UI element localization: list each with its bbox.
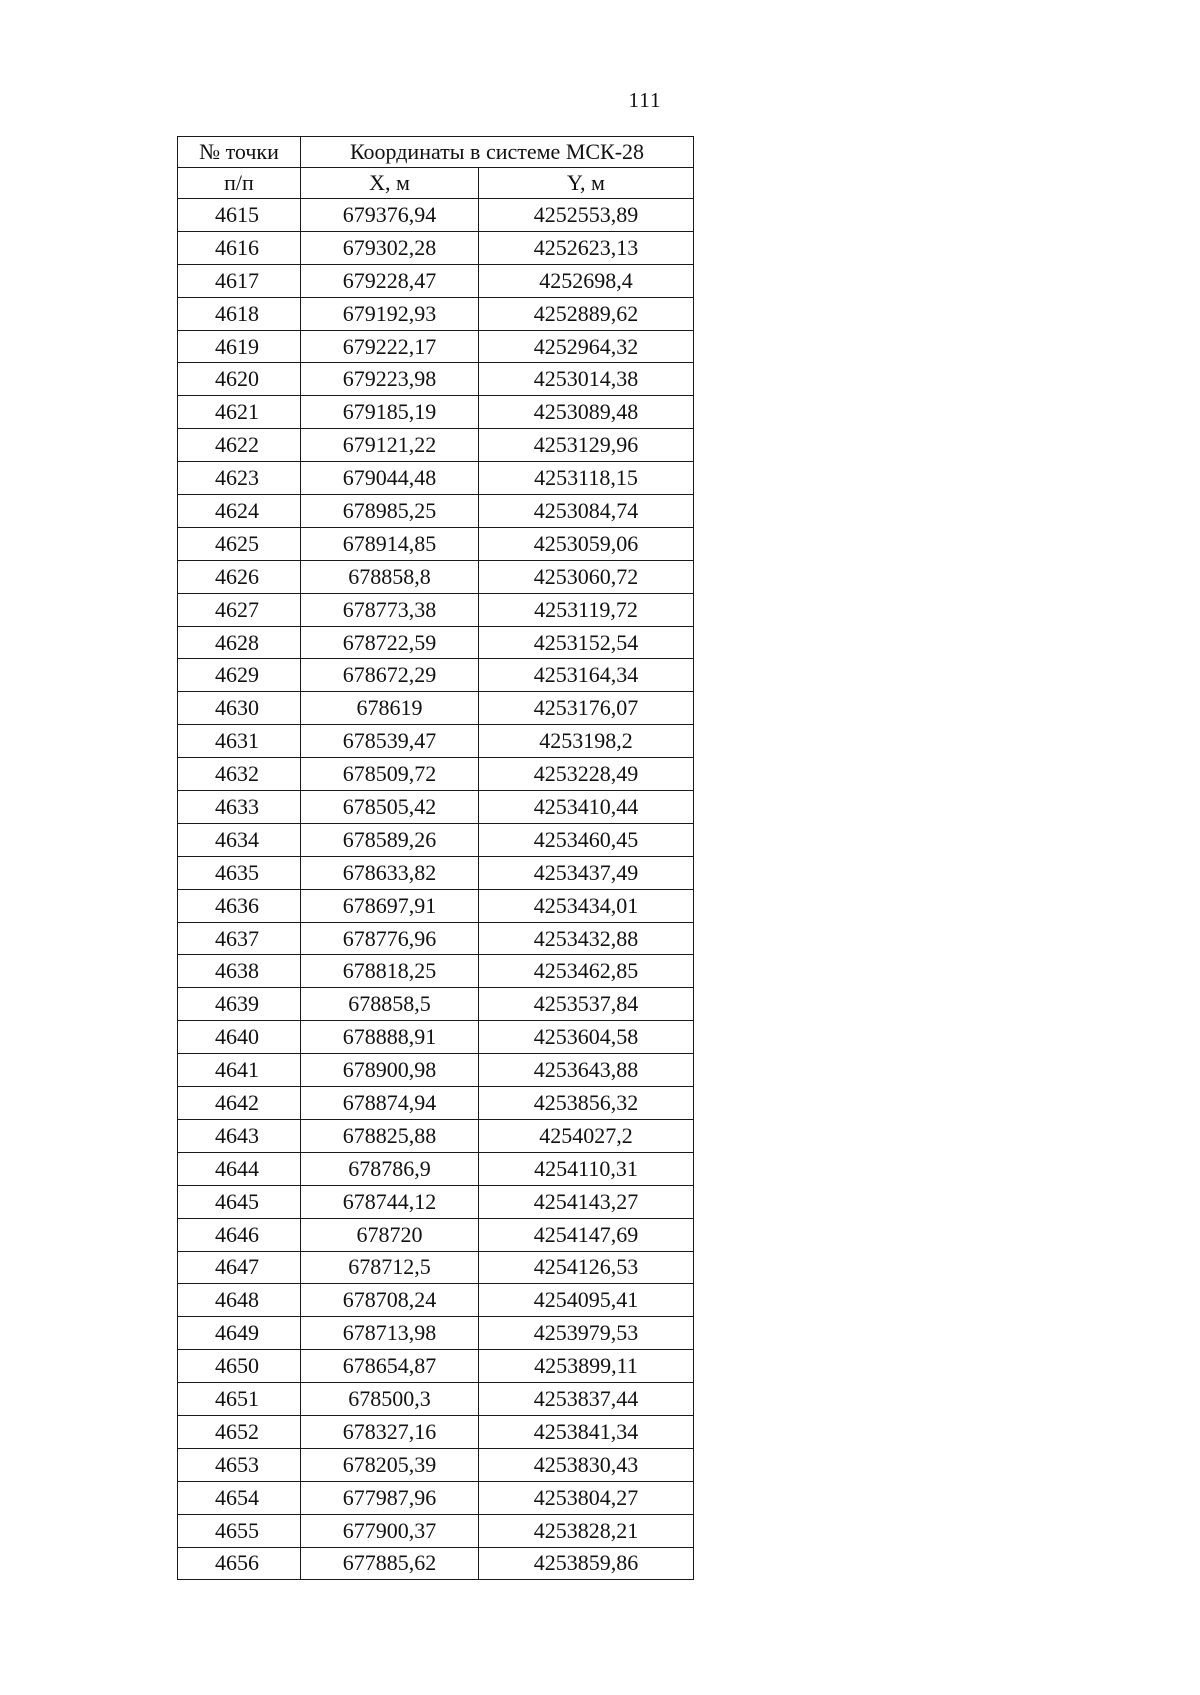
table-row xyxy=(178,1087,694,1120)
y-coordinate-cell: 4252623,13 xyxy=(479,231,694,264)
point-number-cell: 4634 xyxy=(178,823,301,856)
y-coordinate-cell: 4254027,2 xyxy=(479,1119,694,1152)
x-coordinate-cell: 677987,96 xyxy=(301,1481,479,1514)
y-coordinate-cell: 4254095,41 xyxy=(479,1284,694,1317)
x-coordinate-cell: 678654,87 xyxy=(301,1350,479,1383)
table-row xyxy=(178,1415,694,1448)
table-row xyxy=(178,297,694,330)
x-coordinate-cell: 678205,39 xyxy=(301,1448,479,1481)
y-coordinate-cell: 4253176,07 xyxy=(479,692,694,725)
x-coordinate-cell: 678720 xyxy=(301,1218,479,1251)
point-number-cell: 4635 xyxy=(178,856,301,889)
point-number-cell: 4615 xyxy=(178,199,301,232)
y-coordinate-cell: 4253089,48 xyxy=(479,396,694,429)
x-coordinate-cell: 678874,94 xyxy=(301,1087,479,1120)
y-coordinate-cell: 4253059,06 xyxy=(479,527,694,560)
x-coordinate-cell: 679302,28 xyxy=(301,231,479,264)
x-coordinate-cell: 678773,38 xyxy=(301,593,479,626)
point-number-cell: 4649 xyxy=(178,1317,301,1350)
x-coordinate-cell: 678713,98 xyxy=(301,1317,479,1350)
x-coordinate-cell: 678619 xyxy=(301,692,479,725)
y-coordinate-cell: 4253432,88 xyxy=(479,922,694,955)
x-coordinate-cell: 678722,59 xyxy=(301,626,479,659)
y-coordinate-cell: 4253152,54 xyxy=(479,626,694,659)
x-coordinate-cell: 679185,19 xyxy=(301,396,479,429)
point-number-cell: 4630 xyxy=(178,692,301,725)
y-coordinate-cell: 4253837,44 xyxy=(479,1383,694,1416)
table-row xyxy=(178,1054,694,1087)
point-number-cell: 4654 xyxy=(178,1481,301,1514)
point-number-cell: 4653 xyxy=(178,1448,301,1481)
x-coordinate-cell: 679376,94 xyxy=(301,199,479,232)
y-column-header: Y, м xyxy=(479,168,694,199)
table-row xyxy=(178,527,694,560)
y-coordinate-cell: 4253830,43 xyxy=(479,1448,694,1481)
y-coordinate-cell: 4253537,84 xyxy=(479,988,694,1021)
table-row xyxy=(178,1152,694,1185)
x-coordinate-cell: 677900,37 xyxy=(301,1514,479,1547)
table-row xyxy=(178,758,694,791)
point-number-cell: 4629 xyxy=(178,659,301,692)
table-row xyxy=(178,922,694,955)
table-body xyxy=(178,199,694,1580)
y-coordinate-cell: 4253437,49 xyxy=(479,856,694,889)
header-row-2 xyxy=(178,168,694,199)
point-number-cell: 4631 xyxy=(178,725,301,758)
table-row xyxy=(178,593,694,626)
y-coordinate-cell: 4253899,11 xyxy=(479,1350,694,1383)
x-coordinate-cell: 678825,88 xyxy=(301,1119,479,1152)
point-number-cell: 4642 xyxy=(178,1087,301,1120)
y-coordinate-cell: 4253859,86 xyxy=(479,1547,694,1580)
x-coordinate-cell: 678697,91 xyxy=(301,889,479,922)
y-coordinate-cell: 4253164,34 xyxy=(479,659,694,692)
y-coordinate-cell: 4254143,27 xyxy=(479,1185,694,1218)
y-coordinate-cell: 4252698,4 xyxy=(479,264,694,297)
table-row xyxy=(178,1317,694,1350)
y-coordinate-cell: 4253434,01 xyxy=(479,889,694,922)
x-coordinate-cell: 678818,25 xyxy=(301,955,479,988)
table-row xyxy=(178,1448,694,1481)
y-coordinate-cell: 4254147,69 xyxy=(479,1218,694,1251)
y-coordinate-cell: 4253129,96 xyxy=(479,429,694,462)
coordinates-table xyxy=(177,136,694,1580)
point-number-cell: 4637 xyxy=(178,922,301,955)
table-row xyxy=(178,889,694,922)
table-row xyxy=(178,1350,694,1383)
x-coordinate-cell: 678539,47 xyxy=(301,725,479,758)
x-column-header: X, м xyxy=(301,168,479,199)
table-row xyxy=(178,363,694,396)
x-coordinate-cell: 678900,98 xyxy=(301,1054,479,1087)
point-number-cell: 4644 xyxy=(178,1152,301,1185)
table-row xyxy=(178,1119,694,1152)
y-coordinate-cell: 4253856,32 xyxy=(479,1087,694,1120)
point-number-cell: 4618 xyxy=(178,297,301,330)
y-coordinate-cell: 4253462,85 xyxy=(479,955,694,988)
point-number-cell: 4626 xyxy=(178,560,301,593)
y-coordinate-cell: 4252553,89 xyxy=(479,199,694,232)
table-row xyxy=(178,1514,694,1547)
point-number-cell: 4646 xyxy=(178,1218,301,1251)
y-coordinate-cell: 4253228,49 xyxy=(479,758,694,791)
table-row xyxy=(178,231,694,264)
point-number-cell: 4645 xyxy=(178,1185,301,1218)
point-number-cell: 4616 xyxy=(178,231,301,264)
x-coordinate-cell: 678505,42 xyxy=(301,791,479,824)
x-coordinate-cell: 678985,25 xyxy=(301,495,479,528)
y-coordinate-cell: 4253804,27 xyxy=(479,1481,694,1514)
table-row xyxy=(178,988,694,1021)
y-coordinate-cell: 4253979,53 xyxy=(479,1317,694,1350)
point-number-cell: 4656 xyxy=(178,1547,301,1580)
x-coordinate-cell: 679044,48 xyxy=(301,462,479,495)
x-coordinate-cell: 678914,85 xyxy=(301,527,479,560)
y-coordinate-cell: 4253198,2 xyxy=(479,725,694,758)
table-row xyxy=(178,1481,694,1514)
point-number-cell: 4647 xyxy=(178,1251,301,1284)
x-coordinate-cell: 678708,24 xyxy=(301,1284,479,1317)
page-number: 111 xyxy=(628,88,662,112)
x-coordinate-cell: 679228,47 xyxy=(301,264,479,297)
y-coordinate-cell: 4254126,53 xyxy=(479,1251,694,1284)
table-row xyxy=(178,429,694,462)
point-number-cell: 4628 xyxy=(178,626,301,659)
point-number-cell: 4655 xyxy=(178,1514,301,1547)
y-coordinate-cell: 4253084,74 xyxy=(479,495,694,528)
x-coordinate-cell: 679121,22 xyxy=(301,429,479,462)
y-coordinate-cell: 4252889,62 xyxy=(479,297,694,330)
point-number-cell: 4617 xyxy=(178,264,301,297)
table-row xyxy=(178,1185,694,1218)
y-coordinate-cell: 4253841,34 xyxy=(479,1415,694,1448)
y-coordinate-cell: 4253460,45 xyxy=(479,823,694,856)
x-coordinate-cell: 678327,16 xyxy=(301,1415,479,1448)
table-row xyxy=(178,560,694,593)
table-row xyxy=(178,1021,694,1054)
table-header xyxy=(178,137,694,199)
point-number-cell: 4624 xyxy=(178,495,301,528)
table-row xyxy=(178,1547,694,1580)
table-row xyxy=(178,692,694,725)
table-row xyxy=(178,626,694,659)
point-number-cell: 4623 xyxy=(178,462,301,495)
x-coordinate-cell: 678672,29 xyxy=(301,659,479,692)
x-coordinate-cell: 678509,72 xyxy=(301,758,479,791)
table-row xyxy=(178,856,694,889)
point-number-cell: 4622 xyxy=(178,429,301,462)
table-row xyxy=(178,199,694,232)
x-coordinate-cell: 679192,93 xyxy=(301,297,479,330)
y-coordinate-cell: 4253060,72 xyxy=(479,560,694,593)
x-coordinate-cell: 678633,82 xyxy=(301,856,479,889)
point-number-cell: 4636 xyxy=(178,889,301,922)
x-coordinate-cell: 678858,5 xyxy=(301,988,479,1021)
x-coordinate-cell: 678776,96 xyxy=(301,922,479,955)
point-number-cell: 4619 xyxy=(178,330,301,363)
table-row xyxy=(178,1383,694,1416)
table-row xyxy=(178,462,694,495)
point-number-cell: 4621 xyxy=(178,396,301,429)
x-coordinate-cell: 677885,62 xyxy=(301,1547,479,1580)
point-number-cell: 4640 xyxy=(178,1021,301,1054)
point-number-cell: 4650 xyxy=(178,1350,301,1383)
y-coordinate-cell: 4252964,32 xyxy=(479,330,694,363)
table-row xyxy=(178,1284,694,1317)
x-coordinate-cell: 678888,91 xyxy=(301,1021,479,1054)
header-row-1 xyxy=(178,137,694,168)
point-number-cell: 4648 xyxy=(178,1284,301,1317)
point-number-cell: 4633 xyxy=(178,791,301,824)
table-row xyxy=(178,396,694,429)
point-number-cell: 4620 xyxy=(178,363,301,396)
y-coordinate-cell: 4253643,88 xyxy=(479,1054,694,1087)
point-number-cell: 4632 xyxy=(178,758,301,791)
x-coordinate-cell: 679222,17 xyxy=(301,330,479,363)
point-number-cell: 4639 xyxy=(178,988,301,1021)
table-row xyxy=(178,791,694,824)
point-number-cell: 4652 xyxy=(178,1415,301,1448)
y-coordinate-cell: 4253604,58 xyxy=(479,1021,694,1054)
table-row xyxy=(178,823,694,856)
y-coordinate-cell: 4253119,72 xyxy=(479,593,694,626)
point-number-cell: 4627 xyxy=(178,593,301,626)
x-coordinate-cell: 678589,26 xyxy=(301,823,479,856)
point-number-cell: 4638 xyxy=(178,955,301,988)
coordinate-system-header: Координаты в системе МСК-28 xyxy=(301,137,694,168)
point-number-cell: 4643 xyxy=(178,1119,301,1152)
table-row xyxy=(178,1251,694,1284)
table-row xyxy=(178,955,694,988)
x-coordinate-cell: 679223,98 xyxy=(301,363,479,396)
table-row xyxy=(178,264,694,297)
point-number-header-line2: п/п xyxy=(178,168,301,199)
x-coordinate-cell: 678500,3 xyxy=(301,1383,479,1416)
point-number-cell: 4641 xyxy=(178,1054,301,1087)
table-row xyxy=(178,330,694,363)
point-number-cell: 4625 xyxy=(178,527,301,560)
y-coordinate-cell: 4253828,21 xyxy=(479,1514,694,1547)
table-row xyxy=(178,725,694,758)
y-coordinate-cell: 4253118,15 xyxy=(479,462,694,495)
point-number-cell: 4651 xyxy=(178,1383,301,1416)
table-row xyxy=(178,659,694,692)
table-row xyxy=(178,495,694,528)
table-row xyxy=(178,1218,694,1251)
y-coordinate-cell: 4253410,44 xyxy=(479,791,694,824)
y-coordinate-cell: 4254110,31 xyxy=(479,1152,694,1185)
x-coordinate-cell: 678786,9 xyxy=(301,1152,479,1185)
x-coordinate-cell: 678858,8 xyxy=(301,560,479,593)
y-coordinate-cell: 4253014,38 xyxy=(479,363,694,396)
point-number-header-line1: № точки xyxy=(178,137,301,168)
x-coordinate-cell: 678712,5 xyxy=(301,1251,479,1284)
x-coordinate-cell: 678744,12 xyxy=(301,1185,479,1218)
